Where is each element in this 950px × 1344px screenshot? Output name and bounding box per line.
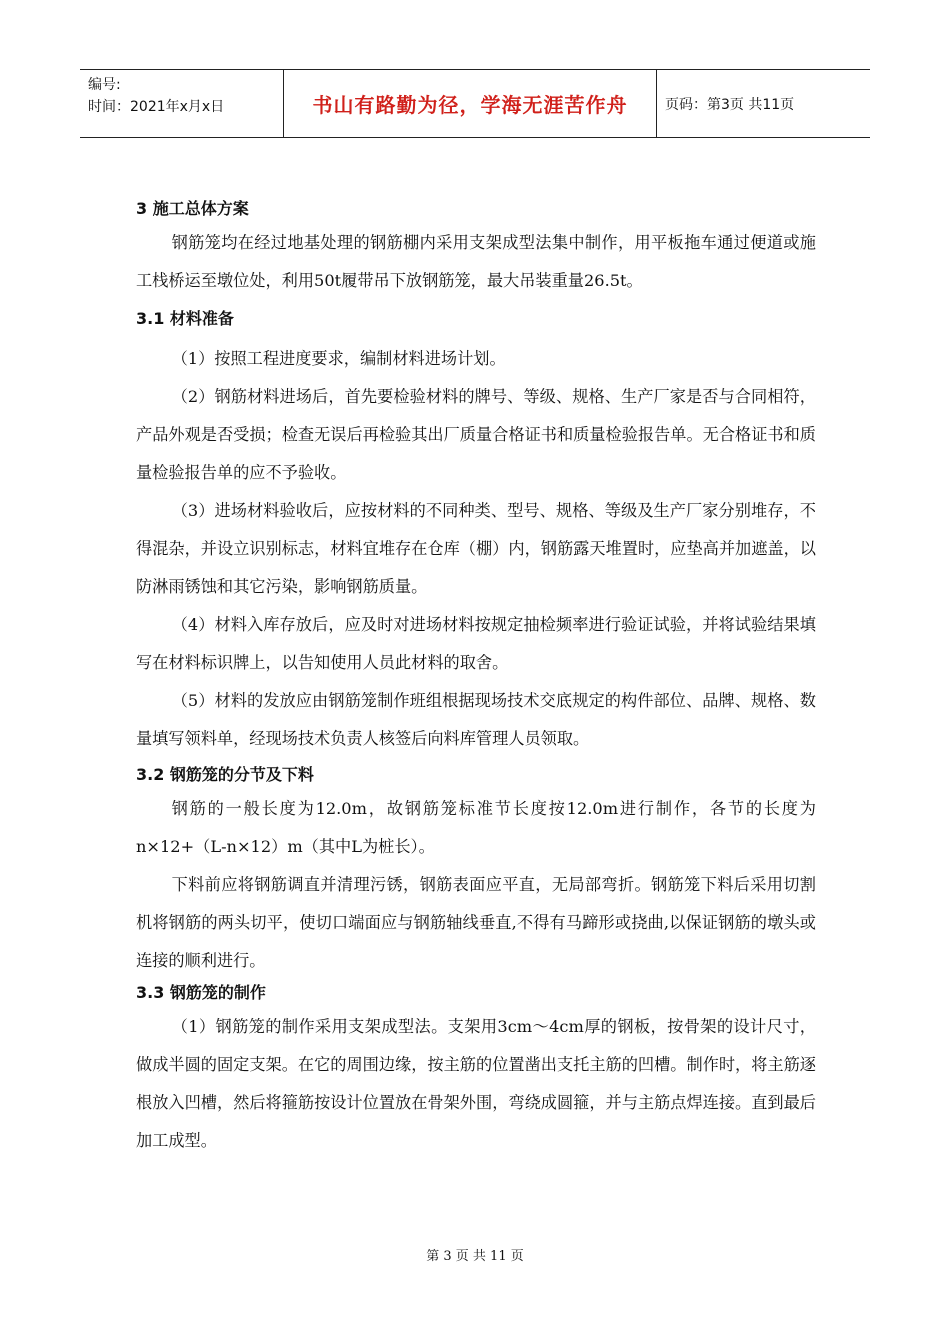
section-title-3: 3 施工总体方案 bbox=[136, 199, 249, 218]
document-time-label: 时间：2021年x月x日 bbox=[88, 99, 225, 115]
list-item: （5）材料的发放应由钢筋笼制作班组根据现场技术交底规定的构件部位、品牌、规格、数量填写领料单，经现场技术负责人核签后向料库管理人员领取。 bbox=[136, 691, 816, 748]
paragraph: 钢筋的一般长度为12.0m，故钢筋笼标准节长度按12.0m进行制作，各节的长度为n×12+（L-n×12）m（其中L为桩长）。 bbox=[136, 799, 816, 856]
header-meta bbox=[88, 74, 288, 118]
paragraph: 钢筋笼均在经过地基处理的钢筋棚内采用支架成型法集中制作，用平板拖车通过便道或施工栈桥运至墩位处，利用50t履带吊下放钢筋笼，最大吊装重量26.5t。 bbox=[136, 233, 816, 290]
list-item: （2）钢筋材料进场后，首先要检验材料的牌号、等级、规格、生产厂家是否与合同相符，产品外观是否受损；检查无误后再检验其出厂质量合格证书和质量检验报告单。无合格证书和质量检验报告单的应不予验收。 bbox=[136, 387, 816, 482]
paragraph: （1）钢筋笼的制作采用支架成型法。支架用3cm～4cm厚的钢板，按骨架的设计尺寸，做成半圆的固定支架。在它的周围边缘，按主筋的位置凿出支托主筋的凹槽。制作时，将主筋逐根放入凹槽，然后将箍筋按设计位置放在骨架外围，弯绕成圆箍，并与主筋点焊连接。直到最后加工成型。 bbox=[136, 1017, 816, 1150]
list-item: （4）材料入库存放后，应及时对进场材料按规定抽检频率进行验证试验，并将试验结果填写在材料标识牌上，以告知使用人员此材料的取舍。 bbox=[136, 615, 816, 672]
header-divider bbox=[656, 70, 657, 137]
page-footer: 第 3 页 共 11 页 bbox=[426, 1249, 524, 1264]
section-title-3-2: 3.2 钢筋笼的分节及下料 bbox=[136, 765, 314, 784]
document-number-label: 编号: bbox=[88, 77, 121, 93]
paragraph: 下料前应将钢筋调直并清理污锈，钢筋表面应平直，无局部弯折。钢筋笼下料后采用切割机将钢筋的两头切平，使切口端面应与钢筋轴线垂直,不得有马蹄形或挠曲,以保证钢筋的墩头或连接的顺利进行。 bbox=[136, 875, 816, 970]
header-motto: 书山有路勤为径，学海无涯苦作舟 bbox=[312, 93, 628, 117]
header-page-info: 页码：第3页 共11页 bbox=[665, 96, 795, 113]
page-header bbox=[80, 69, 870, 138]
section-title-3-3: 3.3 钢筋笼的制作 bbox=[136, 983, 266, 1002]
section-title-3-1: 3.1 材料准备 bbox=[136, 309, 234, 328]
list-item: （3）进场材料验收后，应按材料的不同种类、型号、规格、等级及生产厂家分别堆存，不得混杂，并设立识别标志，材料宜堆存在仓库（棚）内，钢筋露天堆置时，应垫高并加遮盖，以防淋雨锈蚀和其它污染，影响钢筋质量。 bbox=[136, 501, 816, 596]
list-item: （1）按照工程进度要求，编制材料进场计划。 bbox=[171, 349, 506, 368]
document-body bbox=[136, 196, 816, 1160]
